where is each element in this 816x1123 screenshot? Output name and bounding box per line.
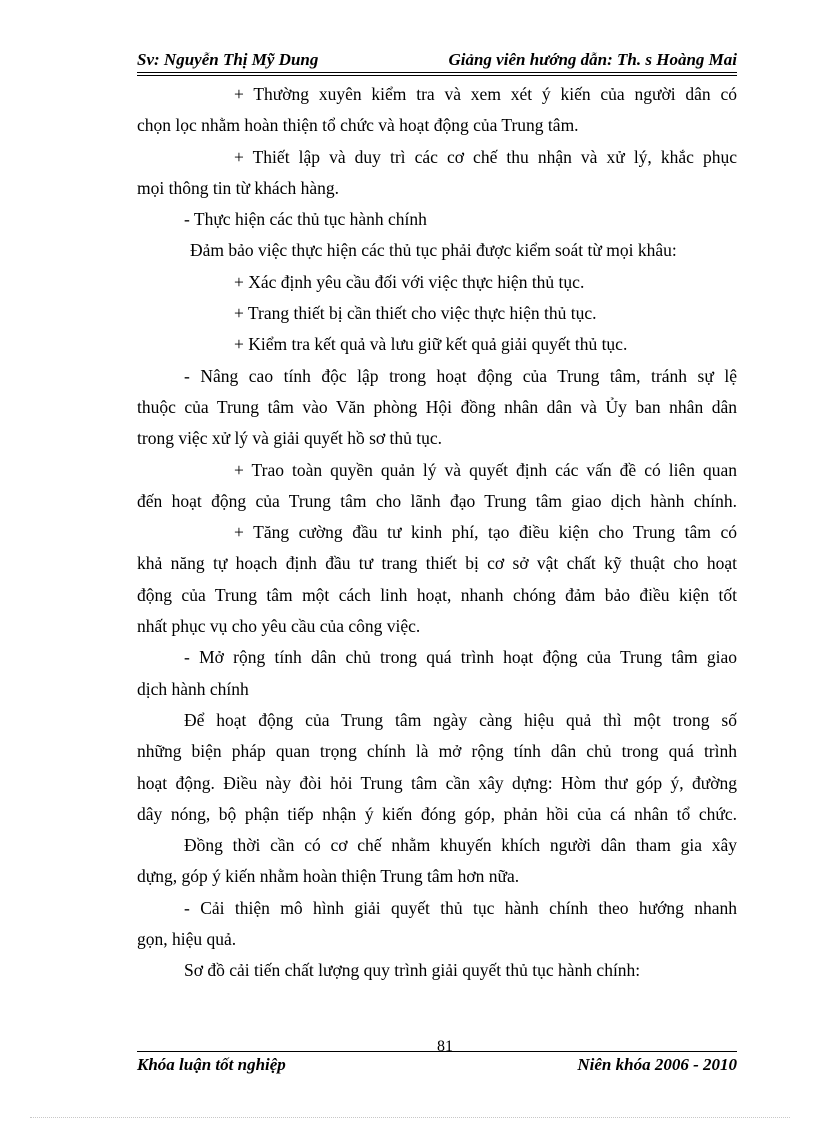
page-edge-divider (30, 1117, 790, 1118)
text-line: thuộc của Trung tâm vào Văn phòng Hội đồng nhân dân và Ủy ban nhân dân (137, 396, 737, 417)
text-line: + Tăng cường đầu tư kinh phí, tạo điều kiện cho Trung tâm có (234, 522, 737, 543)
text-line: dựng, góp ý kiến nhằm hoàn thiện Trung tâm hơn nữa. (137, 866, 520, 887)
text-line: - Thực hiện các thủ tục hành chính (184, 209, 427, 230)
text-line: - Cải thiện mô hình giải quyết thủ tục hành chính theo hướng nhanh (184, 897, 737, 918)
footer-thesis: Khóa luận tốt nghiệp (137, 1055, 286, 1074)
text-line: + Thường xuyên kiểm tra và xem xét ý kiến của người dân có (234, 84, 737, 104)
text-line: - Mở rộng tính dân chủ trong quá trình hoạt động của Trung tâm giao (184, 647, 737, 668)
text-line: + Trang thiết bị cần thiết cho việc thực hiện thủ tục. (234, 303, 597, 324)
text-line: Sơ đồ cải tiến chất lượng quy trình giải quyết thủ tục hành chính: (184, 960, 641, 981)
footer-years: Niên khóa 2006 - 2010 (577, 1055, 737, 1074)
page-footer (137, 1055, 737, 1077)
page-number: 81 (437, 1038, 453, 1055)
text-line: dịch hành chính (137, 678, 249, 699)
text-line: đến hoạt động của Trung tâm cho lãnh đạo Trung tâm giao dịch hành chính. (137, 490, 737, 511)
text-line: động của Trung tâm một cách linh hoạt, nhanh chóng đảm bảo điều kiện tốt (137, 584, 737, 605)
footer-rule (137, 1051, 737, 1052)
text-line: trong việc xử lý và giải quyết hồ sơ thủ tục. (137, 428, 443, 449)
text-line: + Trao toàn quyền quản lý và quyết định các vấn đề có liên quan (234, 459, 737, 480)
header-rule (137, 72, 737, 73)
text-line: gọn, hiệu quả. (137, 929, 237, 950)
text-line: khả năng tự hoạch định đầu tư trang thiết bị cơ sở vật chất kỹ thuật cho hoạt (137, 553, 737, 574)
text-line: + Kiểm tra kết quả và lưu giữ kết quả giải quyết thủ tục. (234, 334, 628, 355)
text-line: Để hoạt động của Trung tâm ngày càng hiệu quả thì một trong số (184, 709, 737, 730)
text-line: + Thiết lập và duy trì các cơ chế thu nhận và xử lý, khắc phục (234, 146, 737, 167)
text-line: mọi thông tin từ khách hàng. (137, 177, 339, 198)
text-line: nhất phục vụ cho yêu cầu của công việc. (137, 616, 421, 637)
text-line: hoạt động. Điều này đòi hỏi Trung tâm cần xây dựng: Hòm thư góp ý, đường (137, 772, 737, 793)
text-line: những biện pháp quan trọng chính là mở rộng tính dân chủ trong quá trình (137, 741, 737, 762)
text-line: Đồng thời cần có cơ chế nhằm khuyến khích người dân tham gia xây (184, 835, 737, 856)
page-header (137, 50, 737, 72)
header-student: Sv: Nguyễn Thị Mỹ Dung (137, 50, 319, 69)
text-line: chọn lọc nhằm hoàn thiện tổ chức và hoạt động của Trung tâm. (137, 115, 579, 136)
text-line: dây nóng, bộ phận tiếp nhận ý kiến đóng góp, phản hồi của cá nhân tổ chức. (137, 803, 737, 824)
text-line: + Xác định yêu cầu đối với việc thực hiện thủ tục. (234, 271, 585, 292)
text-line: - Nâng cao tính độc lập trong hoạt động của Trung tâm, tránh sự lệ (184, 365, 737, 386)
body-text (137, 79, 737, 987)
header-advisor: Giảng viên hướng dẫn: Th. s Hoàng Mai (448, 50, 737, 69)
header-rule-thin (137, 75, 737, 76)
text-line: Đảm bảo việc thực hiện các thủ tục phải được kiểm soát từ mọi khâu: (190, 240, 677, 261)
